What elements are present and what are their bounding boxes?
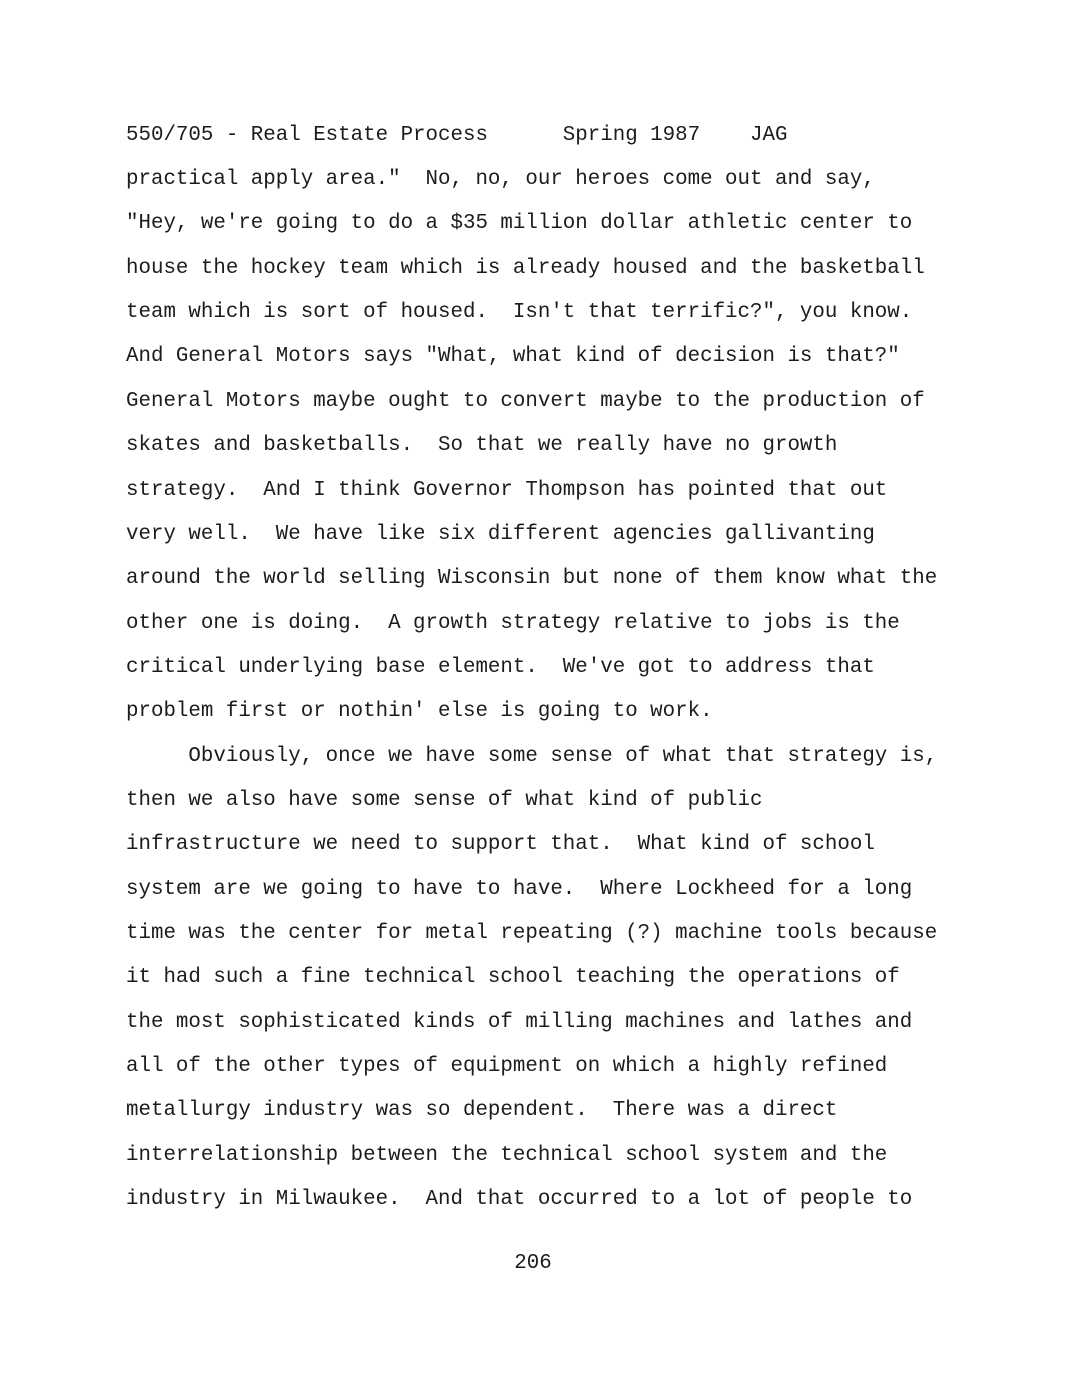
text-line: critical underlying base element. We've got to address that: [126, 656, 875, 679]
text-line: around the world selling Wisconsin but none of them know what the: [126, 567, 938, 590]
text-line: the most sophisticated kinds of milling machines and lathes and: [126, 1011, 913, 1034]
text-line: Obviously, once we have some sense of what that strategy is,: [126, 745, 938, 768]
text-line: interrelationship between the technical school system and the: [126, 1144, 888, 1167]
text-line: industry in Milwaukee. And that occurred to a lot of people to: [126, 1188, 913, 1211]
text-line: And General Motors says "What, what kind of decision is that?": [126, 345, 900, 368]
page-number: 206: [514, 1252, 552, 1275]
text-line: then we also have some sense of what kind of public: [126, 789, 763, 812]
text-line: problem first or nothin' else is going to work.: [126, 700, 713, 723]
text-line: infrastructure we need to support that. What kind of school: [126, 833, 875, 856]
text-line: "Hey, we're going to do a $35 million dollar athletic center to: [126, 212, 913, 235]
text-line: it had such a fine technical school teaching the operations of: [126, 966, 900, 989]
text-line: practical apply area." No, no, our heroes come out and say,: [126, 168, 875, 191]
text-line: General Motors maybe ought to convert maybe to the production of: [126, 390, 925, 413]
text-line: skates and basketballs. So that we really have no growth: [126, 434, 838, 457]
text-line: time was the center for metal repeating (?) machine tools because: [126, 922, 938, 945]
text-line: very well. We have like six different agencies gallivanting: [126, 523, 875, 546]
text-line: house the hockey team which is already housed and the basketball: [126, 257, 925, 280]
text-line: system are we going to have to have. Where Lockheed for a long: [126, 878, 913, 901]
page-header: 550/705 - Real Estate Process Spring 1987 JAG: [126, 124, 788, 147]
text-line: all of the other types of equipment on which a highly refined: [126, 1055, 888, 1078]
text-line: other one is doing. A growth strategy relative to jobs is the: [126, 612, 900, 635]
text-line: team which is sort of housed. Isn't that terrific?", you know.: [126, 301, 913, 324]
text-line: strategy. And I think Governor Thompson has pointed that out: [126, 479, 888, 502]
text-line: metallurgy industry was so dependent. There was a direct: [126, 1099, 838, 1122]
